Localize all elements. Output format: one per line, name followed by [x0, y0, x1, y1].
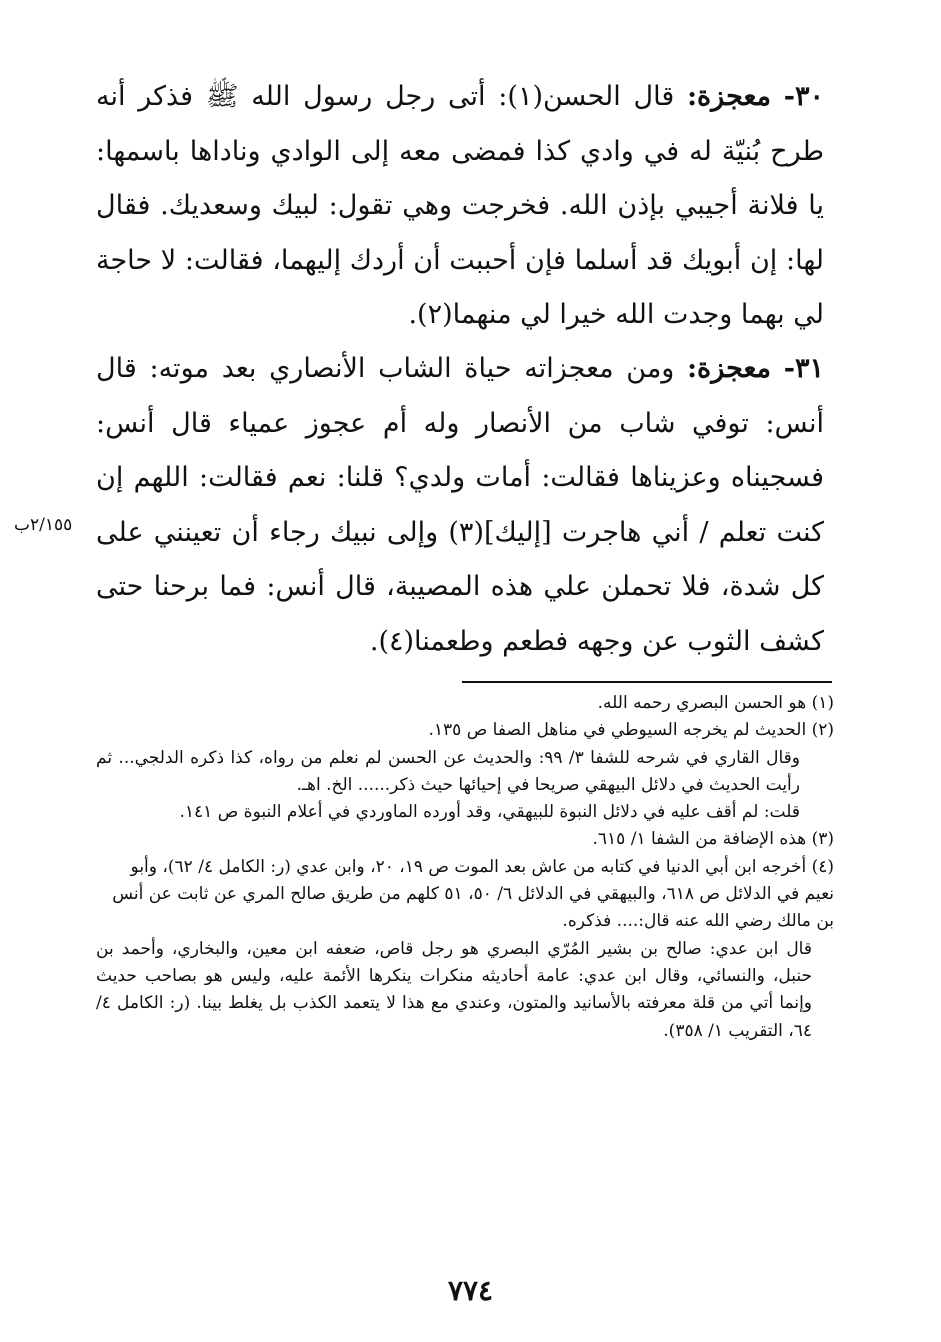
footnote-2-continuation: وقال القاري في شرحه للشفا ٣/ ٩٩: والحديث عن الحسن لم نعلم من رواه، كذا ذكره الدلجي... ثم رأيت الحديث في دلائل البيهقي صريحا في إحيائها حيث ذكر...... الخ. اهـ.	[96, 747, 800, 795]
item-number: ٣٠-	[783, 81, 824, 112]
footnote-2: (٢) الحديث لم يخرجه السيوطي في مناهل الصفا ص ١٣٥.	[428, 720, 834, 741]
paragraph-miracle-30	[96, 70, 824, 343]
item-label: معجزة:	[687, 353, 772, 384]
footnotes	[96, 690, 834, 1045]
manuscript-folio-note: ٢/١٥٥ب	[14, 515, 73, 535]
footnote-4: (٤) أخرجه ابن أبي الدنيا في كتابه من عاش بعد الموت ص ١٩، ٢٠، وابن عدي (ر: الكامل ٤/ ٦٢)، وأبو نعيم في الدلائل ص ٦١٨، والبيهقي في الدلائل ٦/ ٥٠، ٥١ كلهم من طريق صالح المري عن ثابت عن أنس بن مالك رضي الله عنه قال:.... فذكره.	[112, 856, 834, 932]
item-number: ٣١-	[783, 353, 824, 384]
footnote-3: (٣) هذه الإضافة من الشفا ١/ ٦١٥.	[592, 829, 834, 850]
footnote-2-remark: قلت: لم أقف عليه في دلائل النبوة للبيهقي، وقد أورده الماوردي في أعلام النبوة ص ١٤١.	[179, 802, 800, 823]
footnote-separator	[462, 681, 832, 683]
footnote-4-continuation: قال ابن عدي: صالح بن بشير المُرّي البصري هو رجل قاص، ضعفه ابن معين، والبخاري، وأحمد بن حنبل، والنسائي، وقال ابن عدي: عامة أحاديثه منكرات ينكرها الأئمة عليه، وليس هو بصاحب حديث وإنما أتي من قلة معرفته بالأسانيد والمتون، وعندي مع هذا لا يتعمد الكذب بل يغلط بينا. (ر: الكامل ٤/ ٦٤، التقريب ١/ ٣٥٨).	[96, 938, 812, 1041]
page-number: ٧٧٤	[447, 1274, 494, 1307]
item-label: معجزة:	[687, 81, 771, 112]
paragraph-text: قال الحسن(١): أتى رجل رسول الله ﷺ فذكر أنه طرح بُنيّة له في وادي كذا فمضى معه إلى الوادي وناداها باسمها: يا فلانة أجيبي بإذن الله. فخرجت وهي تقول: لبيك وسعديك. فقال لها: إن أبويك قد أسلما فإن أحببت أن أردك إليهما، فقالت: لا حاجة لي بهما وجدت الله خيرا لي منهما(٢).	[96, 81, 824, 330]
footnote-1: (١) هو الحسن البصري رحمه الله.	[597, 693, 834, 713]
paragraph-text: ومن معجزاته حياة الشاب الأنصاري بعد موته: قال أنس: توفي شاب من الأنصار وله أم عجوز عمياء قال أنس: فسجيناه وعزيناها فقالت: أمات ولدي؟ قلنا: نعم فقالت: اللهم إن كنت تعلم / أني هاجرت [إليك](٣) وإلى نبيك رجاء أن تعينني على كل شدة، فلا تحملن علي هذه المصيبة، قال أنس: فما برحنا حتى كشف الثوب عن وجهه فطعم وطعمنا(٤).	[96, 353, 824, 657]
paragraph-miracle-31	[96, 342, 824, 669]
